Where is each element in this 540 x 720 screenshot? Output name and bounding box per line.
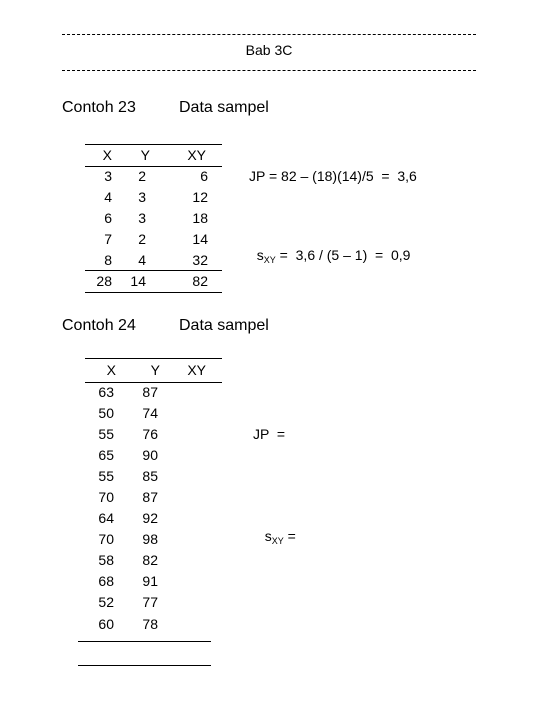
- example23-cell-x: 8: [104, 252, 112, 268]
- example24-label: Contoh 24: [62, 317, 136, 334]
- example23-sxy-formula: [249, 231, 410, 265]
- example23-top-rule: [85, 144, 222, 145]
- example24-cell-y: 85: [142, 468, 158, 484]
- example23-total-y: 14: [130, 273, 146, 289]
- example24-cell-x: 64: [98, 510, 114, 526]
- example24-cell-x: 63: [98, 384, 114, 400]
- example23-cell-y: 3: [138, 210, 146, 226]
- example23-total-xy: 82: [192, 273, 208, 289]
- example24-cell-y: 90: [142, 447, 158, 463]
- example23-cell-y: 3: [138, 189, 146, 205]
- example24-header-rule: [85, 382, 222, 383]
- header-title: Bab 3C: [245, 42, 293, 58]
- example23-cell-x: 6: [104, 210, 112, 226]
- example24-top-rule: [85, 358, 222, 359]
- example24-total-rule: [78, 641, 211, 642]
- example23-cell-y: 2: [138, 231, 146, 247]
- sxy-equals: =: [283, 528, 296, 544]
- example23-col-xy-header: XY: [187, 147, 206, 163]
- example23-cell-x: 7: [104, 231, 112, 247]
- example23-header-rule: [85, 166, 222, 167]
- example23-cell-xy: 6: [200, 168, 208, 184]
- example24-cell-x: 55: [98, 468, 114, 484]
- example23-label: Contoh 23: [62, 99, 136, 116]
- example23-col-x-header: X: [102, 147, 112, 163]
- example24-cell-x: 68: [98, 573, 114, 589]
- example23-cell-xy: 14: [192, 231, 208, 247]
- example24-col-xy-header: XY: [187, 362, 206, 378]
- sxy-subscript: XY: [263, 255, 276, 265]
- example24-cell-x: 50: [98, 405, 114, 421]
- example23-total-x: 28: [96, 273, 112, 289]
- example24-cell-y: 78: [142, 616, 158, 632]
- example23-jp-formula: JP = 82 – (18)(14)/5 = 3,6: [249, 168, 417, 184]
- example24-cell-y: 98: [142, 531, 158, 547]
- example24-cell-y: 87: [142, 489, 158, 505]
- example24-cell-y: 77: [142, 594, 158, 610]
- example24-cell-y: 92: [142, 510, 158, 526]
- example24-bottom-rule: [78, 665, 211, 666]
- example23-subtitle: Data sampel: [179, 99, 269, 116]
- example23-cell-x: 4: [104, 189, 112, 205]
- example23-cell-xy: 18: [192, 210, 208, 226]
- example24-subtitle: Data sampel: [179, 317, 269, 334]
- sxy-symbol: s: [256, 247, 264, 263]
- example23-total-rule: [85, 270, 222, 271]
- sxy-subscript: XY: [271, 536, 284, 546]
- example24-jp-label: JP =: [253, 426, 286, 442]
- example24-cell-y: 82: [142, 552, 158, 568]
- example24-cell-x: 58: [98, 552, 114, 568]
- example24-col-y-header: Y: [150, 362, 160, 378]
- example24-cell-y: 76: [142, 426, 158, 442]
- sxy-symbol: s: [264, 528, 272, 544]
- example23-cell-x: 3: [104, 168, 112, 184]
- example24-col-x-header: X: [106, 362, 116, 378]
- example24-cell-x: 55: [98, 426, 114, 442]
- example24-sxy-label: [257, 512, 296, 546]
- example23-cell-xy: 32: [192, 252, 208, 268]
- example24-cell-x: 60: [98, 616, 114, 632]
- header-top-dashed-line: [62, 34, 476, 35]
- example24-cell-x: 70: [98, 531, 114, 547]
- example23-col-y-header: Y: [140, 147, 150, 163]
- sxy-expression: = 3,6 / (5 – 1) = 0,9: [275, 247, 411, 263]
- example24-cell-y: 91: [142, 573, 158, 589]
- example24-cell-x: 52: [98, 594, 114, 610]
- example23-bottom-rule: [85, 292, 222, 293]
- example24-cell-y: 87: [142, 384, 158, 400]
- example23-cell-y: 4: [138, 252, 146, 268]
- example24-cell-x: 65: [98, 447, 114, 463]
- example24-cell-x: 70: [98, 489, 114, 505]
- example23-cell-y: 2: [138, 168, 146, 184]
- example24-cell-y: 74: [142, 405, 158, 421]
- header-bottom-dashed-line: [62, 70, 476, 71]
- example23-cell-xy: 12: [192, 189, 208, 205]
